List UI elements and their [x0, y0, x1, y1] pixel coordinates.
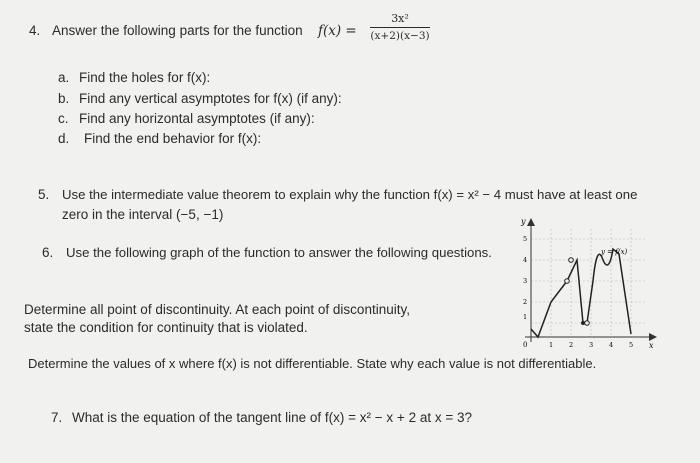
- x-tick-4: 4: [609, 341, 614, 349]
- y-axis-label: y: [521, 217, 526, 226]
- q4-numerator: 3x²: [391, 12, 409, 25]
- q6-number: 6.: [42, 245, 54, 260]
- q4-part-c-letter: c.: [58, 111, 69, 126]
- q4-fraction: [370, 12, 430, 42]
- q4-part-a: Find the holes for f(x):: [79, 70, 211, 85]
- x-tick-3: 3: [589, 341, 594, 349]
- origin-label: 0: [523, 341, 528, 349]
- q4-part-b-letter: b.: [58, 91, 70, 106]
- x-tick-1: 1: [549, 341, 554, 349]
- function-graph: [505, 214, 660, 352]
- open-point-3: [585, 321, 590, 326]
- y-tick-5: 5: [523, 235, 528, 243]
- y-tick-4: 4: [523, 256, 528, 264]
- q4-part-d-letter: d.: [58, 131, 70, 146]
- q5-line2: zero in the interval (−5, −1): [62, 207, 224, 222]
- q4-part-d: Find the end behavior for f(x):: [84, 131, 262, 146]
- q4-number: 4.: [29, 23, 41, 38]
- q7-number: 7.: [51, 410, 63, 425]
- q6-text: Use the following graph of the function to answer the following questions.: [66, 245, 492, 260]
- open-point-1: [565, 279, 570, 284]
- x-axis-label: x: [649, 341, 654, 350]
- x-axis-arrow: [649, 333, 657, 341]
- y-tick-3: 3: [523, 277, 528, 285]
- q6-discontinuity-line1: Determine all point of discontinuity. At each point of discontinuity,: [24, 302, 410, 317]
- x-tick-2: 2: [569, 341, 574, 349]
- y-tick-1: 1: [523, 313, 528, 321]
- y-tick-2: 2: [523, 298, 528, 306]
- q4-part-a-letter: a.: [58, 70, 70, 85]
- q7-text: What is the equation of the tangent line of f(x) = x² − x + 2 at x = 3?: [72, 410, 472, 425]
- q4-denominator: (x+2)(x−3): [370, 30, 430, 42]
- function-curve: [531, 249, 631, 337]
- fraction-bar: [370, 27, 430, 28]
- q4-part-c: Find any horizontal asymptotes (if any):: [79, 111, 315, 126]
- x-tick-5: 5: [629, 341, 634, 349]
- curve-label: y = f(x): [601, 248, 628, 256]
- q4-function: f(x) =: [318, 23, 357, 39]
- q4-part-b: Find any vertical asymptotes for f(x) (if any):: [79, 91, 342, 106]
- q5-number: 5.: [38, 187, 50, 202]
- q4-text: Answer the following parts for the function: [52, 23, 303, 38]
- q6-differentiable: Determine the values of x where f(x) is not differentiable. State why each value is not differentiable.: [28, 356, 597, 371]
- q5-line1: Use the intermediate value theorem to explain why the function f(x) = x² − 4 must have at least one: [62, 187, 638, 202]
- y-axis-arrow: [527, 218, 535, 226]
- q6-discontinuity-line2: state the condition for continuity that is violated.: [24, 320, 308, 335]
- open-point-2: [569, 258, 574, 263]
